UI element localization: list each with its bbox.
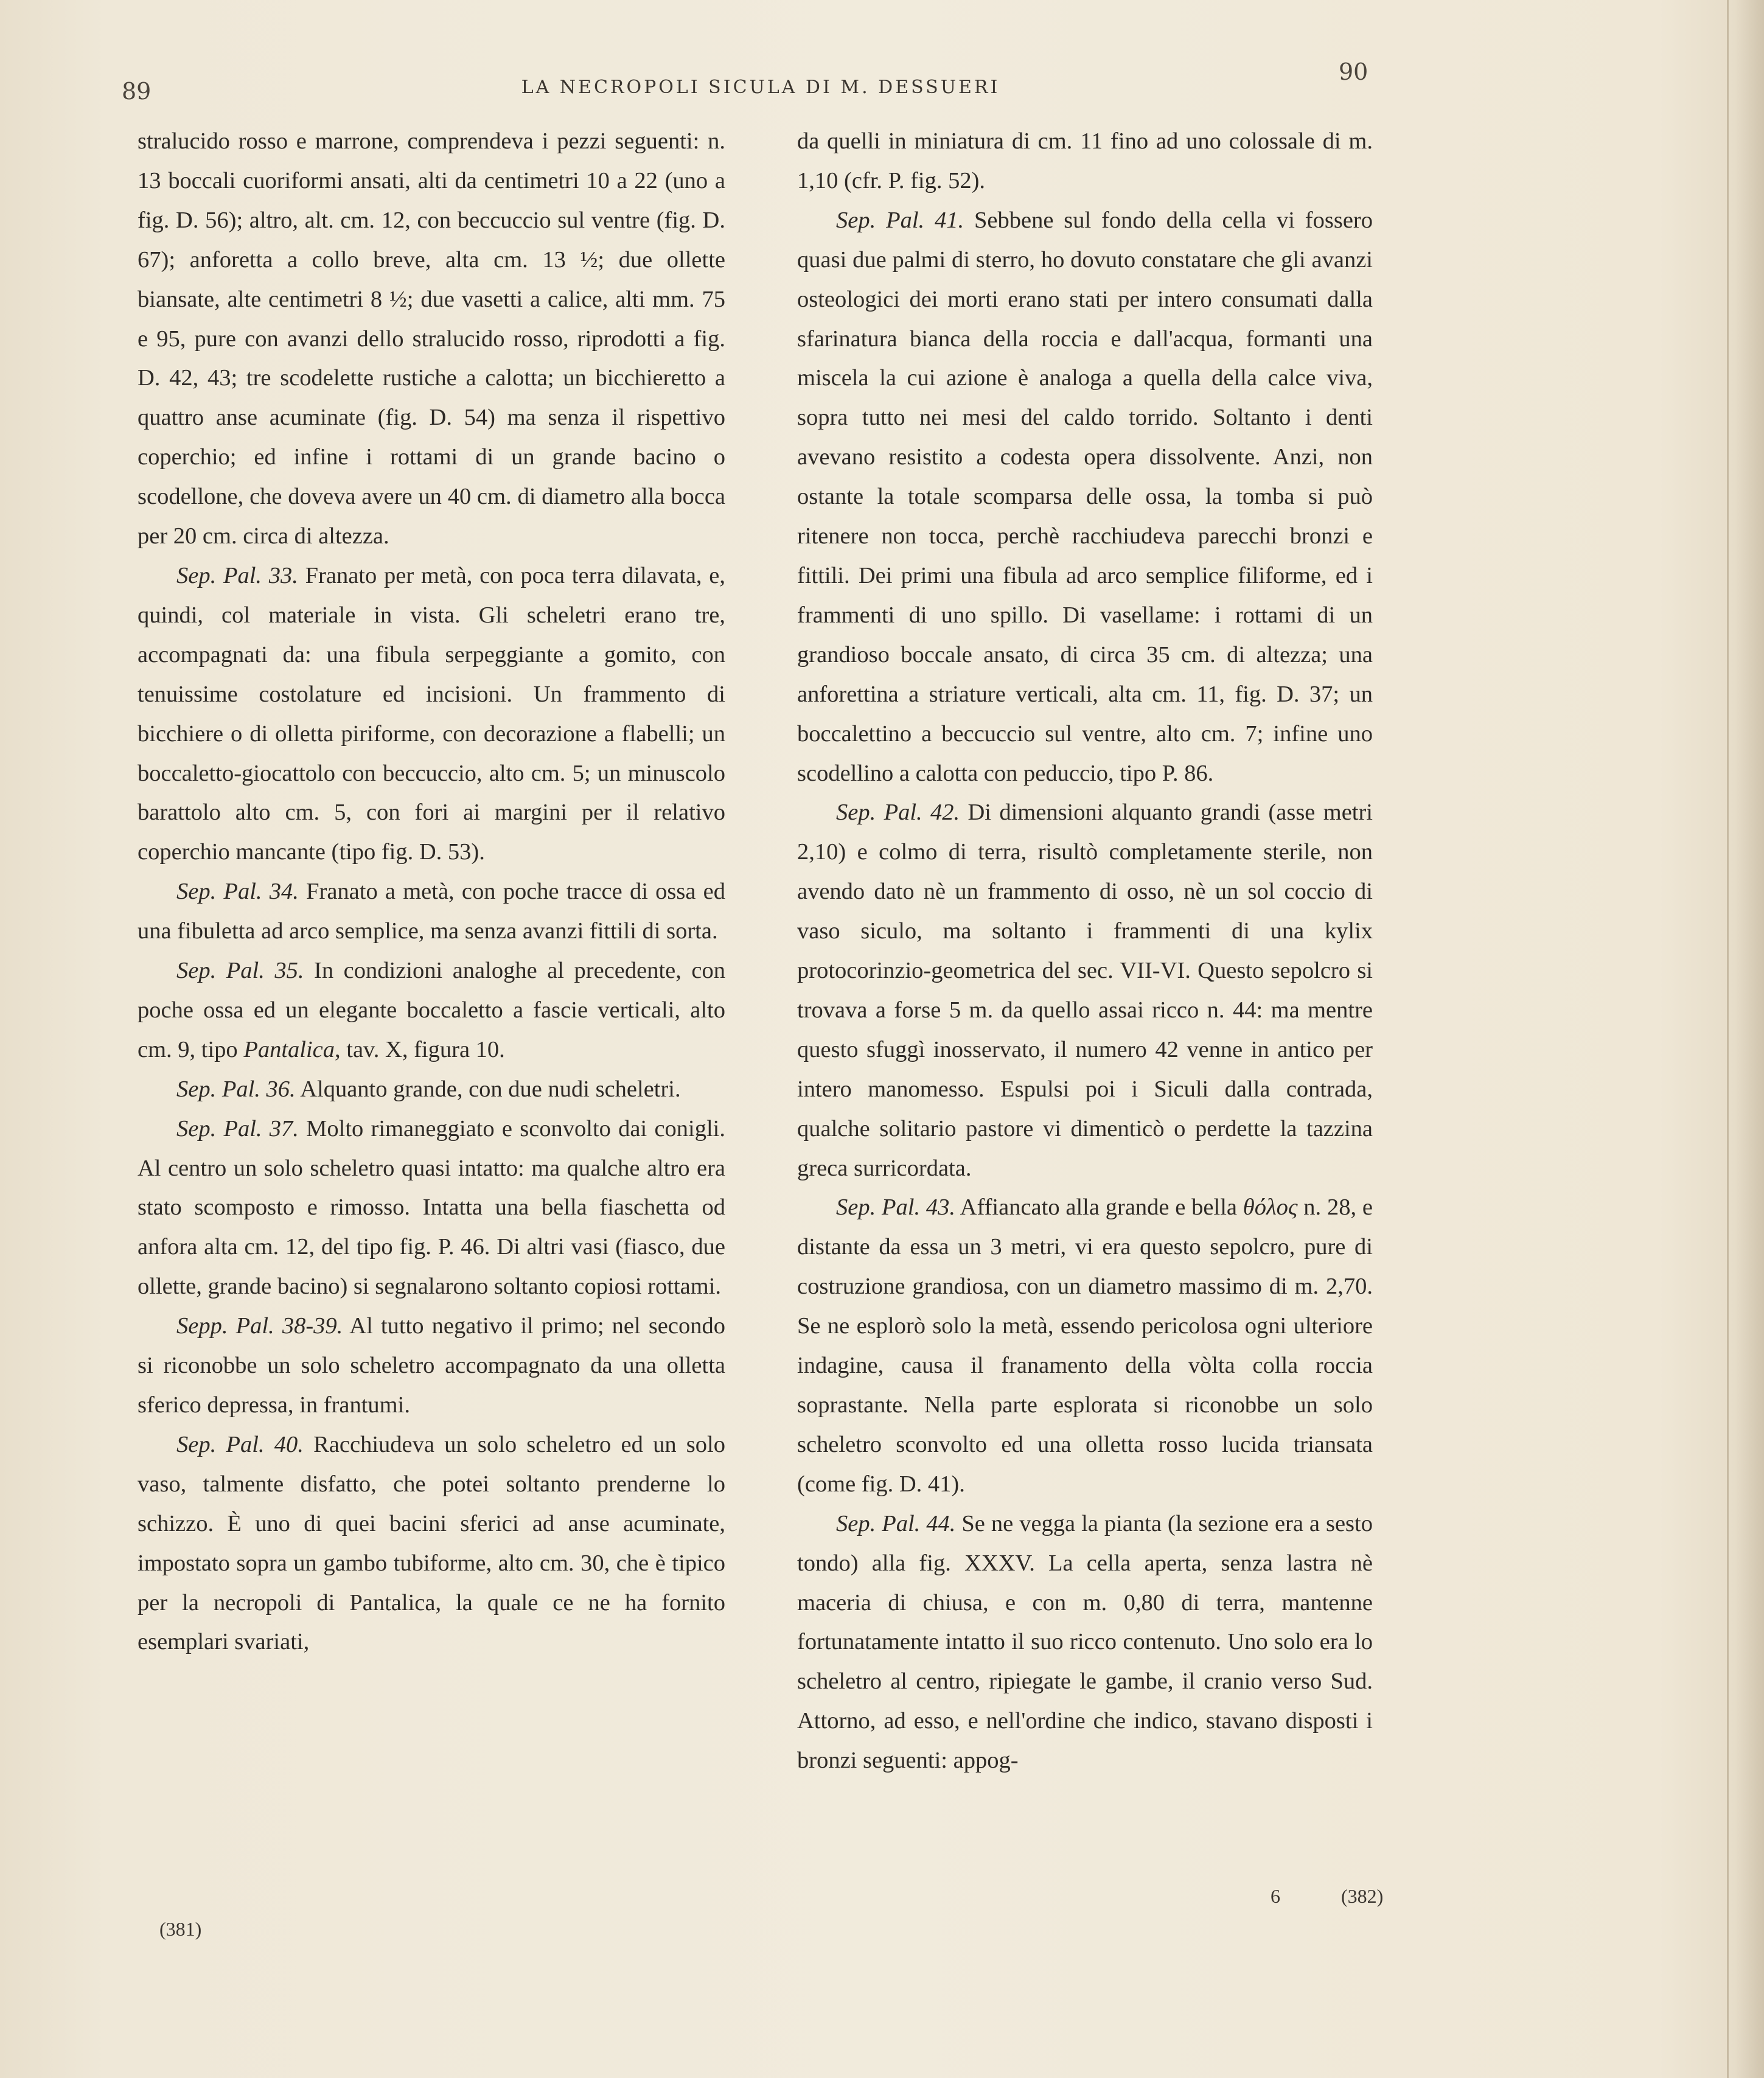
sepolcro-label: Sep. Pal. 40. (176, 1431, 304, 1457)
sepolcro-label: Sep. Pal. 42. (836, 800, 960, 826)
paragraph-sep-37: Sep. Pal. 37. Molto rimaneggiato e sconvolto dai conigli. Al centro un solo scheletro quasi intatto: ma qualche altro era stato scomposto e rimosso. Intatta una bella fiaschetta od anfora alta cm. 12, del tipo fig. P. 46. Di altri vasi (fiasco, due ollette, grande bacino) si segnalarono soltanto copiosi rottami. (138, 1115, 725, 1300)
sepolcro-label: Sep. Pal. 36. (176, 1076, 296, 1102)
paragraph-sep-36: Sep. Pal. 36. Alquanto grande, con due nudi scheletri. (176, 1076, 681, 1102)
page-edge (1727, 0, 1729, 2078)
sepolcro-label: Sep. Pal. 35. (176, 958, 304, 984)
paragraph-sep-44: Sep. Pal. 44. Se ne vegga la pianta (la sezione era a sesto tondo) alla fig. XXXV. La cella aperta, senza lastra nè maceria di chiusa, e con m. 0,80 di terra, mantenne fortunatamente intatto il suo ricco contenuto. Uno solo era lo scheletro al centro, ripiegate le gambe, il cranio verso Sud. Attorno, ad esso, e nell'ordine che indico, stavano disposti i bronzi seguenti: appog- (797, 1510, 1373, 1774)
right-column (797, 122, 1373, 1780)
paragraph-sep-42: Sep. Pal. 42. Di dimensioni alquanto grandi (asse metri 2,10) e colmo di terra, risultò completamente sterile, non avendo dato nè un frammento di osso, nè un sol coccio di vaso siculo, ma soltanto i frammenti di una kylix protocorinzio-geometrica del sec. VII-VI. Questo sepolcro si trovava a forse 5 m. da quello assai ricco n. 44: ma mentre questo sfuggì inosservato, il numero 42 venne in antico per intero manomesso. Espulsi poi i Siculi dalla contrada, qualche solitario pastore vi dimenticò o perdette la tazzina greca surricordata. (797, 800, 1373, 1181)
left-column (138, 122, 725, 1662)
sepolcro-label: Sep. Pal. 33. (176, 562, 298, 588)
paragraph-sep-38-39: Sepp. Pal. 38-39. Al tutto negativo il primo; nel secondo si riconobbe un solo scheletro accompagnato da una olletta sferico depressa, in frantumi. (138, 1313, 725, 1418)
paragraph-sep-34: Sep. Pal. 34. Franato a metà, con poche tracce di ossa ed una fibuletta ad arco semplice, ma senza avanzi fittili di sorta. (138, 879, 725, 944)
signature-mark: 6 (1271, 1885, 1280, 1907)
sepolcro-label: Sep. Pal. 41. (836, 207, 964, 233)
paragraph: stralucido rosso e marrone, comprendeva i pezzi seguenti: n. 13 boccali cuoriformi ansati, alti da centimetri 10 a 22 (uno a fig. D. 56); altro, alt. cm. 12, con beccuccio sul ventre (fig. D. 67); anforetta a collo breve, alta cm. 13 ½; due ollette biansate, alte centimetri 8 ½; due vasetti a calice, alti mm. 75 e 95, pure con avanzi dello stralucido rosso, riprodotti a fig. D. 42, 43; tre scodelette rustiche a calotta; un bicchieretto a quattro anse acuminate (fig. D. 54) ma senza il rispettivo coperchio; ed infine i rottami di un grande bacino o scodellone, che doveva avere un 40 cm. di diametro alla bocca per 20 cm. circa di altezza. (138, 128, 725, 549)
paragraph-sep-33: Sep. Pal. 33. Franato per metà, con poca terra dilavata, e, quindi, col materiale in vista. Gli scheletri erano tre, accompagnati da: una fibula serpeggiante a gomito, con tenuissime costolature ed incisioni. Un frammento di bicchiere o di olletta piriforme, con decorazione a flabelli; un boccaletto-giocattolo con beccuccio, alto cm. 5; un minuscolo barattolo alto cm. 5, con fori ai margini per il relativo coperchio mancante (tipo fig. D. 53). (138, 562, 725, 865)
footer-number-right: (382) (1341, 1885, 1384, 1907)
paragraph-sep-35: Sep. Pal. 35. In condizioni analoghe al precedente, con poche ossa ed un elegante boccaletto a fascie verticali, alto cm. 9, tipo Pantalica, tav. X, figura 10. (138, 958, 725, 1062)
paragraph-sep-41: Sep. Pal. 41. Sebbene sul fondo della cella vi fossero quasi due palmi di sterro, ho dovuto constatare che gli avanzi osteologici dei morti erano stati per intero consumati dalla sfarinatura bianca della roccia e dall'acqua, formanti una miscela la cui azione è analoga a quella della calce viva, sopra tutto nei mesi del caldo torrido. Soltanto i denti avevano resistito a codesta opera dissolvente. Anzi, non ostante la totale scomparsa delle ossa, la tomba si può ritenere non tocca, perchè racchiudeva parecchi bronzi e fittili. Dei primi una fibula ad arco semplice filiforme, ed i frammenti di uno spillo. Di vasellame: i rottami di un grandioso boccale ansato, di circa 35 cm. di altezza; una anforettina a striature verticali, alta cm. 11, fig. D. 37; un boccalettino a beccuccio sul ventre, alto cm. 7; infine uno scodellino a calotta con peduccio, tipo P. 86. (797, 207, 1373, 786)
sepolcro-label: Sep. Pal. 37. (176, 1115, 299, 1142)
binding-shadow (1735, 0, 1764, 2078)
page-number-left: 89 (122, 78, 152, 105)
running-head: LA NECROPOLI SICULA DI M. DESSUERI (521, 77, 1000, 98)
sepolcro-label: Sepp. Pal. 38-39. (176, 1313, 343, 1339)
paragraph-sep-40: Sep. Pal. 40. Racchiudeva un solo scheletro ed un solo vaso, talmente disfatto, che potei soltanto prenderne lo schizzo. È uno di quei bacini sferici ad anse acuminate, impostato sopra un gambo tubiforme, alto cm. 30, che è tipico per la necropoli di Pantalica, la quale ce ne ha fornito esemplari svariati, (138, 1431, 725, 1655)
sepolcro-label: Sep. Pal. 34. (176, 879, 299, 905)
paragraph: da quelli in miniatura di cm. 11 fino ad uno colossale di m. 1,10 (cfr. P. fig. 52). (797, 128, 1373, 194)
page-number-right: 90 (1339, 58, 1368, 85)
footer-number-left: (381) (159, 1918, 202, 1940)
paragraph-sep-43: Sep. Pal. 43. Affiancato alla grande e bella θόλος n. 28, e distante da essa un 3 metri, vi era questo sepolcro, pure di costruzione grandiosa, con un diametro massimo di m. 2,70. Se ne esplorò solo la metà, essendo pericolosa ogni ulteriore indagine, causa il franamento della vòlta colla roccia soprastante. Nella parte esplorata si riconobbe un solo scheletro sconvolto ed una olletta rosso lucida triansata (come fig. D. 41). (797, 1194, 1373, 1497)
sepolcro-label: Sep. Pal. 44. (836, 1510, 956, 1536)
sepolcro-label: Sep. Pal. 43. (836, 1194, 956, 1221)
